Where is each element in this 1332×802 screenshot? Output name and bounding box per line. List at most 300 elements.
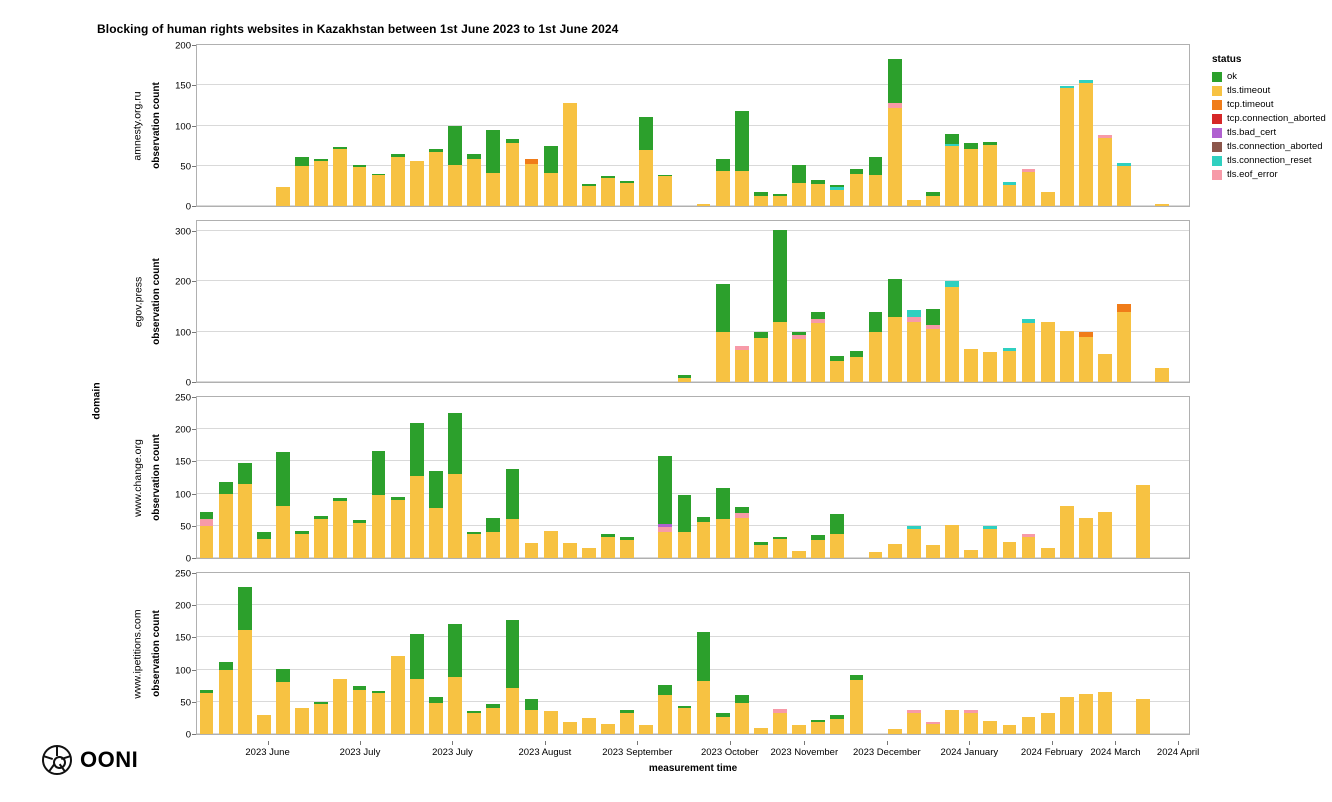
bar-segment-tls-timeout xyxy=(792,183,806,206)
bar[interactable] xyxy=(620,181,634,206)
bar-segment-tls-timeout xyxy=(1079,518,1093,558)
y-tick-label: 100 xyxy=(175,121,191,132)
legend-item[interactable] xyxy=(1212,113,1330,124)
bar[interactable] xyxy=(1022,319,1036,382)
bar[interactable] xyxy=(276,187,290,206)
bar[interactable] xyxy=(372,691,386,734)
bar[interactable] xyxy=(1079,694,1093,734)
bar[interactable] xyxy=(830,356,844,382)
bar[interactable] xyxy=(678,706,692,734)
bar-segment-tls-timeout xyxy=(372,693,386,734)
bar[interactable] xyxy=(735,111,749,206)
bar-segment-tls-timeout xyxy=(563,543,577,558)
bar[interactable] xyxy=(429,697,443,734)
bar[interactable] xyxy=(486,518,500,558)
y-tick-label: 0 xyxy=(185,729,191,741)
bar[interactable] xyxy=(907,310,921,382)
bar[interactable] xyxy=(945,281,959,382)
y-tick-label: 150 xyxy=(175,80,191,92)
bar-segment-tls-timeout xyxy=(410,161,424,206)
bar[interactable] xyxy=(716,713,730,734)
y-tick-label: 200 xyxy=(175,40,191,52)
x-tick-label: 2024 January xyxy=(940,747,999,758)
bar[interactable] xyxy=(678,375,692,382)
bar[interactable] xyxy=(1155,204,1169,206)
bar[interactable] xyxy=(1098,135,1112,206)
y-tick-label: 0 xyxy=(185,201,191,213)
bar[interactable] xyxy=(907,710,921,734)
bar[interactable] xyxy=(295,531,309,558)
bar-segment-ok xyxy=(830,514,844,533)
legend-label: tls.eof_error xyxy=(1227,169,1278,180)
legend-swatch-icon xyxy=(1212,156,1222,166)
bar-segment-tls-timeout xyxy=(563,722,577,734)
bar-segment-tls-timeout xyxy=(525,543,539,558)
bar[interactable] xyxy=(773,709,787,734)
bar[interactable] xyxy=(926,545,940,558)
bar-segment-tls-timeout xyxy=(238,630,252,734)
bar[interactable] xyxy=(754,728,768,734)
bar-segment-tls-timeout xyxy=(907,322,921,382)
bar-segment-tls-timeout xyxy=(945,710,959,734)
ooni-wordmark: OONI xyxy=(80,747,139,772)
bar[interactable] xyxy=(983,721,997,734)
x-tick-mark xyxy=(452,741,453,745)
x-tick-label: 2023 August xyxy=(518,747,572,758)
bar[interactable] xyxy=(697,204,711,206)
x-tick-label: 2023 June xyxy=(245,747,290,758)
plot-frame xyxy=(196,220,1190,383)
x-tick-label: 2023 September xyxy=(602,747,673,758)
bar-segment-tls-timeout xyxy=(333,501,347,558)
bar[interactable] xyxy=(773,194,787,206)
bar-segment-tls-timeout xyxy=(716,171,730,206)
bar-segment-tls-timeout xyxy=(544,173,558,206)
bar[interactable] xyxy=(850,169,864,206)
bar-segment-tls-timeout xyxy=(1098,512,1112,558)
bar[interactable] xyxy=(219,662,233,734)
bar[interactable] xyxy=(257,532,271,558)
bar-segment-tls-timeout xyxy=(1155,204,1169,206)
bar-segment-tls-timeout xyxy=(907,713,921,734)
bar-segment-ok xyxy=(486,518,500,532)
bar[interactable] xyxy=(276,452,290,558)
bar[interactable] xyxy=(792,725,806,734)
bar[interactable] xyxy=(1022,717,1036,734)
facet-domain-label xyxy=(130,44,146,207)
bar[interactable] xyxy=(1022,534,1036,558)
bar[interactable] xyxy=(295,708,309,734)
bar[interactable] xyxy=(907,200,921,206)
y-tick-label: 0 xyxy=(185,553,191,565)
bar-segment-tls-connection_reset xyxy=(907,310,921,317)
bar-segment-tls-timeout xyxy=(525,710,539,734)
bar[interactable] xyxy=(1098,692,1112,735)
bar[interactable] xyxy=(410,423,424,558)
bar[interactable] xyxy=(735,346,749,382)
bar-segment-tls-timeout xyxy=(1041,713,1055,734)
facet-www-ipetitions-com xyxy=(0,568,1200,741)
bar[interactable] xyxy=(601,534,615,558)
bar-segment-tls-timeout xyxy=(1098,692,1112,735)
bar-segment-ok xyxy=(639,117,653,151)
legend-item[interactable] xyxy=(1212,127,1330,138)
bar-segment-tls-timeout xyxy=(353,167,367,206)
bar[interactable] xyxy=(945,525,959,558)
bar[interactable] xyxy=(601,176,615,206)
ooni-logo xyxy=(42,745,138,775)
bar[interactable] xyxy=(945,134,959,206)
bar-segment-ok xyxy=(658,456,672,524)
bar[interactable] xyxy=(333,679,347,734)
bar[interactable] xyxy=(295,157,309,206)
bar[interactable] xyxy=(544,711,558,734)
bar-segment-tls-timeout xyxy=(869,175,883,206)
bar-segment-tls-timeout xyxy=(754,545,768,558)
bar[interactable] xyxy=(314,159,328,206)
bar[interactable] xyxy=(353,520,367,558)
bar[interactable] xyxy=(1098,512,1112,558)
bar[interactable] xyxy=(773,537,787,558)
plot-area xyxy=(175,392,1190,565)
bar[interactable] xyxy=(811,535,825,558)
bar[interactable] xyxy=(582,184,596,206)
bar[interactable] xyxy=(1155,368,1169,382)
bar[interactable] xyxy=(1079,518,1093,558)
bar[interactable] xyxy=(620,537,634,558)
bar-segment-ok xyxy=(716,159,730,172)
bar[interactable] xyxy=(544,531,558,558)
bar[interactable] xyxy=(888,729,902,734)
axis-label-domain: domain xyxy=(91,382,103,420)
bar[interactable] xyxy=(811,720,825,734)
bar[interactable] xyxy=(276,669,290,734)
legend-item[interactable] xyxy=(1212,169,1330,180)
bar-segment-ok xyxy=(448,624,462,677)
bar[interactable] xyxy=(869,157,883,206)
bar[interactable] xyxy=(716,284,730,382)
bar[interactable] xyxy=(983,352,997,382)
x-tick-mark xyxy=(804,741,805,745)
bar[interactable] xyxy=(333,147,347,206)
bar-segment-ok xyxy=(276,669,290,683)
bar[interactable] xyxy=(983,526,997,558)
bar[interactable] xyxy=(811,312,825,382)
bar[interactable] xyxy=(639,725,653,734)
bar-segment-ok xyxy=(716,488,730,519)
bar[interactable] xyxy=(1022,169,1036,206)
bar[interactable] xyxy=(697,632,711,734)
bar[interactable] xyxy=(238,587,252,734)
bar[interactable] xyxy=(754,192,768,206)
bar-segment-tls-timeout xyxy=(888,108,902,206)
legend-swatch-icon xyxy=(1212,86,1222,96)
bar[interactable] xyxy=(544,146,558,206)
plot-frame xyxy=(196,396,1190,559)
y-axis-label-text: observation count xyxy=(150,434,162,521)
bar-group xyxy=(197,573,1189,734)
bar[interactable] xyxy=(506,469,520,558)
bar[interactable] xyxy=(754,332,768,382)
bar[interactable] xyxy=(314,702,328,734)
x-tick-mark xyxy=(1115,741,1116,745)
bar-segment-ok xyxy=(945,134,959,144)
bar[interactable] xyxy=(735,507,749,559)
y-tick-label: 200 xyxy=(175,600,191,612)
y-axis-label xyxy=(148,572,164,735)
bar-segment-tls-timeout xyxy=(697,204,711,206)
bar[interactable] xyxy=(525,543,539,558)
bar-segment-tls-timeout xyxy=(467,534,481,558)
y-axis-label-text: observation count xyxy=(150,258,162,345)
bar[interactable] xyxy=(658,685,672,734)
bar[interactable] xyxy=(926,192,940,206)
bar-segment-tls-timeout xyxy=(850,174,864,206)
bar-segment-tls-timeout xyxy=(964,349,978,382)
plot-area xyxy=(175,220,1190,389)
bar-segment-tls-timeout xyxy=(276,682,290,734)
bar[interactable] xyxy=(658,175,672,206)
bar[interactable] xyxy=(372,174,386,206)
bar[interactable] xyxy=(525,699,539,734)
legend-swatch-icon xyxy=(1212,72,1222,82)
bar[interactable] xyxy=(563,103,577,206)
bar[interactable] xyxy=(353,686,367,734)
bar-segment-tls-timeout xyxy=(945,287,959,382)
bar[interactable] xyxy=(792,551,806,558)
facet-domain-text: amnesty.org.ru xyxy=(132,90,144,161)
bar-segment-tls-timeout xyxy=(410,679,424,734)
bar[interactable] xyxy=(792,332,806,382)
bar-segment-tls-timeout xyxy=(926,196,940,206)
bar[interactable] xyxy=(1079,332,1093,382)
bar[interactable] xyxy=(238,463,252,558)
facet-amnesty-org-ru xyxy=(0,40,1200,213)
bar[interactable] xyxy=(391,656,405,734)
bar[interactable] xyxy=(888,59,902,206)
plot-area xyxy=(175,40,1190,213)
bar[interactable] xyxy=(735,695,749,734)
bar[interactable] xyxy=(506,139,520,206)
bar[interactable] xyxy=(219,482,233,558)
bar-segment-tls-timeout xyxy=(506,688,520,734)
y-tick-label: 250 xyxy=(175,568,191,580)
bar[interactable] xyxy=(850,351,864,382)
legend-title: status xyxy=(1212,54,1242,65)
legend-swatch-icon xyxy=(1212,170,1222,180)
legend-item[interactable] xyxy=(1212,141,1330,152)
bar-group xyxy=(197,397,1189,558)
bar[interactable] xyxy=(888,279,902,382)
legend-item[interactable] xyxy=(1212,99,1330,110)
legend-item[interactable] xyxy=(1212,71,1330,82)
bar[interactable] xyxy=(582,718,596,734)
bar[interactable] xyxy=(792,165,806,206)
bar[interactable] xyxy=(601,724,615,734)
x-tick-label: 2023 November xyxy=(770,747,839,758)
bar-segment-tls-timeout xyxy=(1098,354,1112,382)
bar[interactable] xyxy=(811,180,825,206)
bar[interactable] xyxy=(391,497,405,558)
bar-segment-tls-timeout xyxy=(716,519,730,558)
bar[interactable] xyxy=(678,495,692,558)
bar[interactable] xyxy=(372,451,386,558)
bar[interactable] xyxy=(429,149,443,206)
bar[interactable] xyxy=(1041,192,1055,206)
bar[interactable] xyxy=(391,154,405,206)
bar-segment-tls-timeout xyxy=(1003,725,1017,734)
x-tick-mark xyxy=(268,741,269,745)
bar[interactable] xyxy=(467,711,481,734)
bar-segment-tls-timeout xyxy=(964,713,978,734)
bar-segment-tls-timeout xyxy=(486,173,500,206)
bar[interactable] xyxy=(983,142,997,206)
bar[interactable] xyxy=(410,634,424,734)
bar[interactable] xyxy=(620,710,634,734)
bar[interactable] xyxy=(333,498,347,558)
bar-segment-tls-timeout xyxy=(926,329,940,382)
bar[interactable] xyxy=(200,690,214,734)
bar-segment-tls-timeout xyxy=(582,548,596,558)
bar[interactable] xyxy=(353,165,367,206)
bar[interactable] xyxy=(257,715,271,734)
bar[interactable] xyxy=(1060,506,1074,558)
bar[interactable] xyxy=(869,552,883,558)
legend-label: ok xyxy=(1227,71,1238,82)
x-tick-mark xyxy=(637,741,638,745)
bar[interactable] xyxy=(448,413,462,558)
bar-segment-tls-timeout xyxy=(448,474,462,558)
bar[interactable] xyxy=(1041,548,1055,558)
bar[interactable] xyxy=(1117,304,1131,382)
bar[interactable] xyxy=(1079,80,1093,206)
bar-segment-tls-timeout xyxy=(678,532,692,558)
bar-segment-ok xyxy=(525,699,539,710)
bar[interactable] xyxy=(200,512,214,558)
bar[interactable] xyxy=(582,548,596,558)
bar[interactable] xyxy=(926,309,940,382)
y-tick-label: 50 xyxy=(180,161,191,173)
bar-segment-tls-timeout xyxy=(314,161,328,206)
bar[interactable] xyxy=(850,675,864,734)
bar[interactable] xyxy=(1041,713,1055,734)
bar[interactable] xyxy=(467,154,481,206)
bar-segment-tls-timeout xyxy=(1079,337,1093,382)
bar[interactable] xyxy=(429,471,443,558)
y-axis-label xyxy=(148,44,164,207)
bar[interactable] xyxy=(830,185,844,206)
bar[interactable] xyxy=(697,517,711,558)
bar[interactable] xyxy=(486,704,500,734)
bar[interactable] xyxy=(1098,354,1112,382)
bar[interactable] xyxy=(964,710,978,734)
x-tick-mark xyxy=(730,741,731,745)
bar[interactable] xyxy=(1003,542,1017,558)
bar[interactable] xyxy=(658,456,672,558)
bar[interactable] xyxy=(964,143,978,206)
bar[interactable] xyxy=(506,620,520,734)
bar-segment-tls-timeout xyxy=(792,551,806,558)
bar[interactable] xyxy=(486,130,500,206)
bar[interactable] xyxy=(964,550,978,558)
bar[interactable] xyxy=(830,514,844,558)
bar[interactable] xyxy=(716,159,730,206)
bar[interactable] xyxy=(945,710,959,734)
bar[interactable] xyxy=(1060,331,1074,382)
bar-segment-tls-timeout xyxy=(563,103,577,206)
y-tick-label: 50 xyxy=(180,697,191,709)
bar-segment-tls-timeout xyxy=(888,544,902,558)
bar[interactable] xyxy=(1060,697,1074,734)
bar[interactable] xyxy=(1136,485,1150,558)
bar[interactable] xyxy=(1060,86,1074,206)
bar[interactable] xyxy=(716,488,730,558)
bar[interactable] xyxy=(1003,725,1017,734)
bar[interactable] xyxy=(448,624,462,734)
bar-segment-tls-timeout xyxy=(391,656,405,734)
bar[interactable] xyxy=(830,715,844,734)
bar[interactable] xyxy=(888,544,902,558)
bar-segment-tls-timeout xyxy=(448,677,462,734)
bar-segment-tls-timeout xyxy=(1098,138,1112,206)
bar-segment-ok xyxy=(926,309,940,325)
bar[interactable] xyxy=(926,722,940,734)
plot-frame xyxy=(196,572,1190,735)
bar[interactable] xyxy=(525,159,539,206)
x-tick-mark xyxy=(545,741,546,745)
legend-item[interactable] xyxy=(1212,85,1330,96)
bar[interactable] xyxy=(754,542,768,558)
bar-segment-tls-timeout xyxy=(620,183,634,206)
x-tick-label: 2023 July xyxy=(339,747,381,758)
x-tick-label: 2023 October xyxy=(700,747,759,758)
bar-segment-tls-timeout xyxy=(658,695,672,734)
bar[interactable] xyxy=(467,532,481,558)
bar[interactable] xyxy=(639,117,653,206)
y-axis-label xyxy=(148,396,164,559)
bar-segment-ok xyxy=(888,59,902,103)
bar[interactable] xyxy=(1003,348,1017,382)
bar[interactable] xyxy=(869,312,883,382)
bar[interactable] xyxy=(907,526,921,558)
bar[interactable] xyxy=(563,722,577,734)
bar[interactable] xyxy=(1003,182,1017,206)
bar-segment-ok xyxy=(219,662,233,670)
legend-item[interactable] xyxy=(1212,155,1330,166)
bar[interactable] xyxy=(1117,163,1131,206)
bar[interactable] xyxy=(1041,322,1055,382)
bar[interactable] xyxy=(773,230,787,382)
facet-domain-text: egov.press xyxy=(132,276,144,327)
bar[interactable] xyxy=(563,543,577,558)
bar-segment-ok xyxy=(238,587,252,630)
bar[interactable] xyxy=(964,349,978,382)
bar-segment-tls-timeout xyxy=(276,187,290,206)
facet-domain-text: www.ipetitions.com xyxy=(132,608,144,699)
bar-segment-tls-timeout xyxy=(372,175,386,206)
bar-segment-tls-timeout xyxy=(926,724,940,734)
bar[interactable] xyxy=(314,516,328,558)
x-tick-label: 2024 April xyxy=(1156,747,1200,758)
bar[interactable] xyxy=(410,161,424,206)
bar-segment-ok xyxy=(410,634,424,678)
bar[interactable] xyxy=(448,126,462,206)
bar-segment-tls-timeout xyxy=(983,529,997,558)
bar-segment-tls-timeout xyxy=(620,540,634,558)
bar[interactable] xyxy=(1136,699,1150,734)
bar-segment-tls-timeout xyxy=(314,704,328,734)
legend-label: tls.bad_cert xyxy=(1227,127,1277,138)
